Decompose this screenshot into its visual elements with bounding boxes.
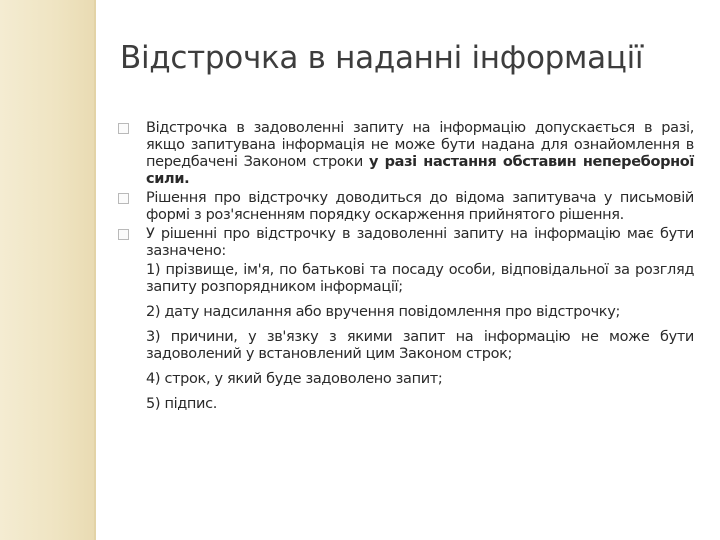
list-item: 4) строк, у який буде задоволено запит; xyxy=(146,371,443,387)
bullet-text-2: Рішення про відстрочку доводиться до відома запитувача у письмовій формі з роз'ясненням порядку оскарження прийнятого рішення. xyxy=(146,190,694,223)
bullet-paragraph-2 xyxy=(146,190,694,224)
bullet-text-3: У рішенні про відстрочку в задоволенні запиту на інформацію має бути зазначено: xyxy=(146,226,694,259)
list-item: 2) дату надсилання або вручення повідомлення про відстрочку; xyxy=(146,304,620,320)
square-bullet-icon xyxy=(118,229,129,240)
bullet-text-1-bold: у разі настання обставин непереборної сили. xyxy=(146,154,694,187)
bullet-paragraph-1 xyxy=(146,120,694,188)
decorative-sidebar xyxy=(0,0,94,540)
bullet-text-1: Відстрочка в задоволенні запиту на інформацію допускається в разі, якщо запитувана інформація не може бути надана для ознайомлення в передбачені Законом строки xyxy=(146,120,694,170)
list-item: 3) причини, у зв'язку з якими запит на інформацію не може бути задоволений у встановлений цим Законом строк; xyxy=(146,329,694,362)
square-bullet-icon xyxy=(118,123,129,134)
slide-title: Відстрочка в наданні інформації xyxy=(120,40,644,76)
slide-body xyxy=(146,120,694,413)
sidebar-divider xyxy=(94,0,96,540)
square-bullet-icon xyxy=(118,193,129,204)
list-item: 5) підпис. xyxy=(146,396,218,412)
bullet-paragraph-3 xyxy=(146,226,694,260)
list-item: 1) прізвище, ім'я, по батькові та посаду особи, відповідальної за розгляд запиту розпорядником інформації; xyxy=(146,262,694,295)
